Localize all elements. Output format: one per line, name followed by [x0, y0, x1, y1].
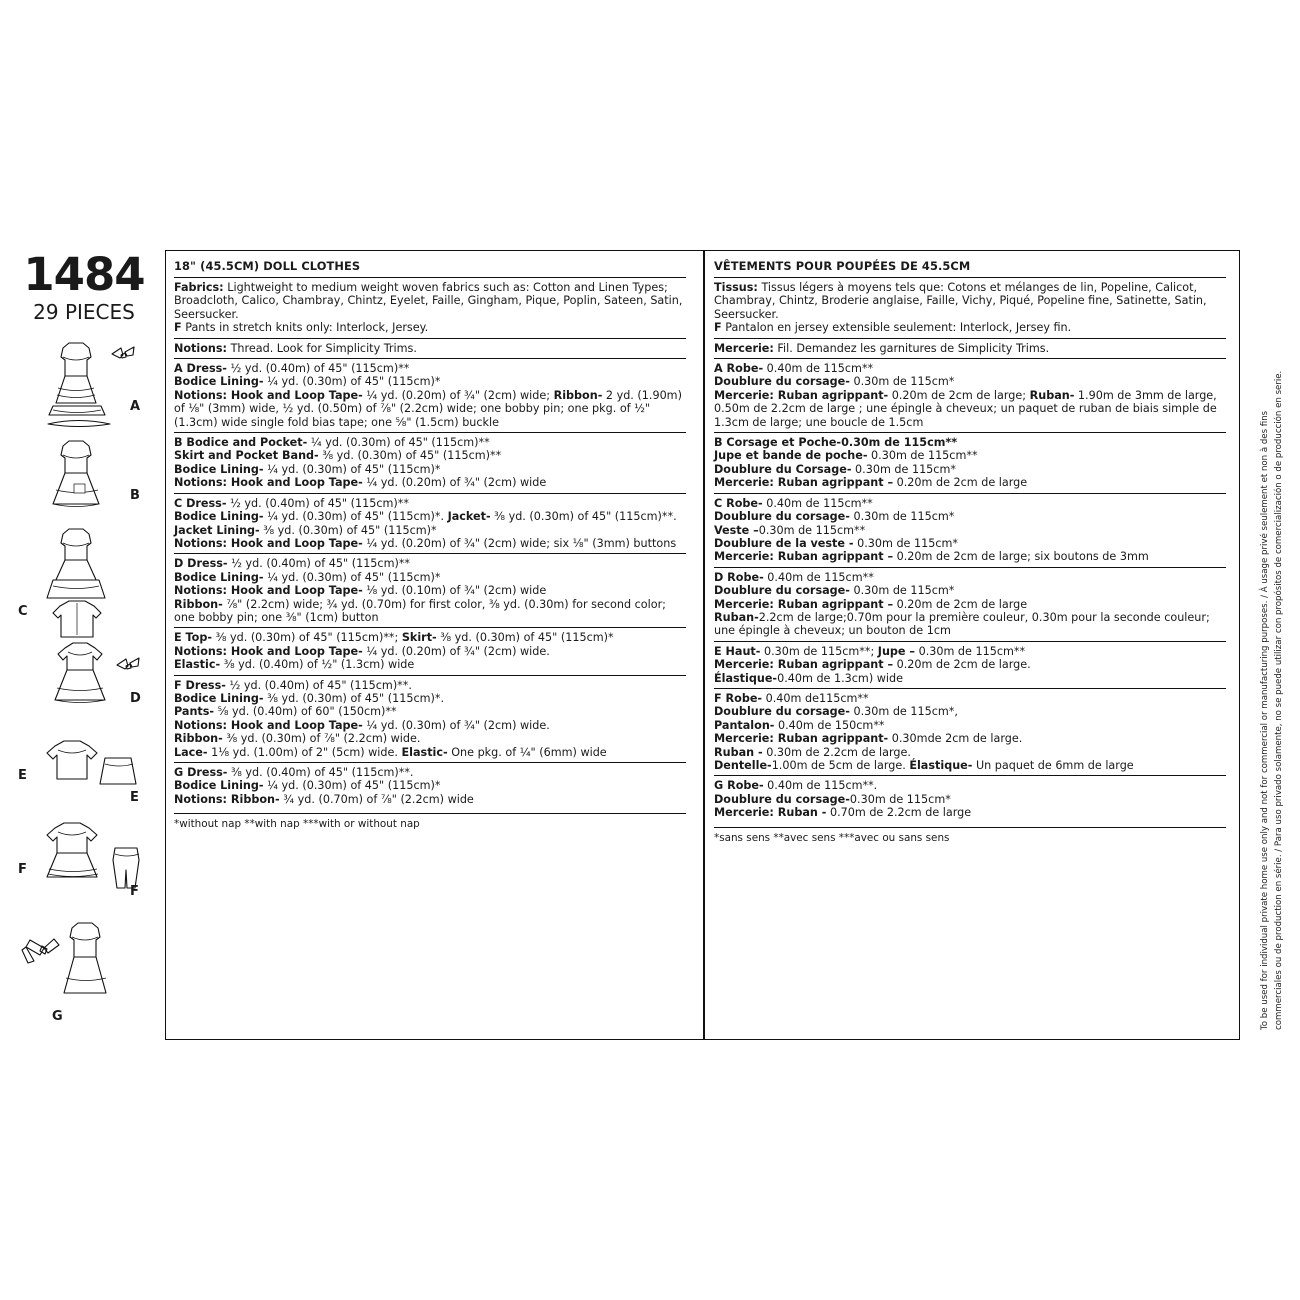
- view-illustration-e: [8, 728, 160, 820]
- view-b-line1-label: Bodice Lining-: [174, 462, 264, 476]
- fr-view-a-line1-label: Mercerie: Ruban agrippant-: [714, 388, 889, 402]
- view-illustration-a: [8, 336, 160, 441]
- fr-view-g-line0-text: 0.30m de 115cm*: [849, 792, 951, 806]
- fr-view-a-line1-text: 0.20m de 2cm de large;: [888, 388, 1030, 402]
- french-view-f: [714, 689, 1226, 776]
- english-footnote: *without nap **with nap ***with or without nap: [174, 818, 420, 831]
- view-illustration-d: [8, 636, 160, 736]
- view-e-line2-label: Elastic-: [174, 658, 221, 672]
- fr-view-b-line2-label: Mercerie: Ruban agrippant –: [714, 476, 894, 490]
- view-f-line3-text: ⅜ yd. (0.30m) of ⅞" (2.2cm) wide.: [222, 732, 421, 746]
- mercerie-text: Fil. Demandez les garnitures de Simplicity Trims.: [773, 341, 1050, 355]
- view-c-line1-label: Jacket-: [447, 510, 491, 524]
- view-illustration-f: [8, 814, 160, 919]
- view-c-line2-text: ⅜ yd. (0.30m) of 45" (115cm)*: [259, 523, 437, 537]
- view-e-line2-text: ⅜ yd. (0.40m) of ½" (1.3cm) wide: [220, 658, 415, 672]
- fr-view-b-line2-text: 0.20m de 2cm de large: [893, 476, 1028, 490]
- view-g-line1-text: ¾ yd. (0.70m) of ⅞" (2.2cm) wide: [279, 792, 474, 806]
- fr-view-f-line0-text: 0.30m de 115cm*,: [849, 705, 958, 719]
- view-e-line0-text: ⅜ yd. (0.30m) of 45" (115cm)*: [436, 631, 614, 645]
- fr-view-b-line0-label: Jupe et bande de poche-: [714, 449, 868, 463]
- fr-view-c-line2-text: 0.30m de 115cm*: [853, 536, 958, 550]
- fr-view-f-line1-text: 0.40m de 150cm**: [774, 718, 885, 732]
- english-view-f: [174, 676, 686, 763]
- view-c-line3-label: Notions: Hook and Loop Tape-: [174, 536, 363, 550]
- english-view-c: [174, 494, 686, 555]
- view-d-body: ½ yd. (0.40m) of 45" (115cm)**: [227, 557, 411, 571]
- dress-a-figure: [8, 336, 160, 441]
- fr-view-f-line0-label: Doublure du corsage-: [714, 705, 850, 719]
- view-f-line4-text: 1⅛ yd. (1.00m) of 2" (5cm) wide.: [207, 745, 402, 759]
- fr-view-a-line2-text: 1.90m de 3mm de large, 0.50m de 2.2cm de large ; une épingle à cheveux; un paquet de ruban de biais simple de 1.3cm de large; une boucle de 1.5cm: [714, 388, 1217, 429]
- fr-view-c-title: C Robe-: [714, 496, 763, 510]
- fr-view-e-line0-label: Jupe –: [877, 644, 916, 658]
- fr-view-d-line2-text: 2.2cm de large;0.70m pour la première couleur, 0.30m pour la seconde couleur; une épingle à cheveux; un bouton de 1cm: [714, 610, 1210, 638]
- view-c-line0-label: Bodice Lining-: [174, 510, 264, 524]
- english-view-g: [174, 763, 686, 809]
- view-illustration-b: [8, 436, 160, 531]
- french-view-b: [714, 433, 1226, 494]
- dress-c-figure: [8, 526, 160, 641]
- fr-view-f-line3-text: 0.30m de 2.2cm de large.: [762, 745, 911, 759]
- fr-view-f-line3-label: Ruban -: [714, 745, 763, 759]
- fr-view-f-body: 0.40m de115cm**: [762, 691, 869, 705]
- french-view-g: [714, 776, 1226, 822]
- fr-view-d-line1-text: 0.20m de 2cm de large: [893, 597, 1028, 611]
- view-f-title: F Dress-: [174, 678, 226, 692]
- legal-line-2: commerciales ou de production en série. / Para uso privado solamente, no se puede utilizar con propósitos de comercialización o de producción en serie.: [1274, 370, 1284, 1030]
- view-a-line1-text: ¼ yd. (0.20m) of ¾" (2cm) wide;: [362, 388, 554, 402]
- view-f-line5-text: One pkg. of ¼" (6mm) wide: [447, 745, 607, 759]
- view-a-line1-label: Notions: Hook and Loop Tape-: [174, 388, 363, 402]
- french-view-d: [714, 568, 1226, 642]
- fr-view-d-line0-label: Doublure du corsage-: [714, 584, 850, 598]
- french-column: [706, 251, 1234, 1041]
- view-b-line2-text: ¼ yd. (0.20m) of ¾" (2cm) wide: [362, 476, 547, 490]
- fr-view-b-line1-text: 0.30m de 115cm*: [851, 462, 956, 476]
- view-c-line1-text: ⅜ yd. (0.30m) of 45" (115cm)**.: [490, 510, 677, 524]
- french-fabrics: [714, 278, 1226, 339]
- fr-view-c-line3-text: 0.20m de 2cm de large; six boutons de 3mm: [893, 550, 1149, 564]
- fr-view-f-line4-label: Dentelle-: [714, 759, 772, 772]
- fr-view-b-title: B Corsage et Poche-: [714, 436, 842, 450]
- french-view-a: [714, 359, 1226, 433]
- view-d-line2-text: ⅞" (2.2cm) wide; ¾ yd. (0.70m) for first color, ⅜ yd. (0.30m) for second color; one bobby pin; one ⅜" (1cm) button: [174, 597, 666, 624]
- fr-view-e-line1-text: 0.20m de 2cm de large.: [893, 658, 1031, 672]
- dress-and-pants-f-figure: [8, 814, 160, 919]
- fr-view-b-body: 0.30m de 115cm**: [841, 436, 958, 450]
- fr-view-a-line0-text: 0.30m de 115cm*: [849, 375, 955, 389]
- view-c-line3-text: ¼ yd. (0.20m) of ¾" (2cm) wide; six ⅛" (3mm) buttons: [362, 536, 677, 550]
- view-letter-b: B: [130, 488, 140, 503]
- fr-view-d-line0-text: 0.30m de 115cm*: [849, 584, 955, 598]
- view-f-line4-label: Lace-: [174, 745, 208, 759]
- fr-view-e-title: E Haut-: [714, 644, 761, 658]
- dress-b-figure: [8, 436, 160, 531]
- fr-view-b-line1-label: Doublure du Corsage-: [714, 462, 852, 476]
- view-letter-c: C: [18, 604, 28, 619]
- fr-view-e-line2-text: 0.40m de 1.3cm) wide: [777, 671, 903, 685]
- column-divider: [703, 251, 705, 1039]
- fabrics-f-text: Pants in stretch knits only: Interlock, Jersey.: [181, 321, 429, 335]
- fr-view-c-line2-label: Doublure de la veste -: [714, 536, 854, 550]
- english-column: [166, 251, 694, 1041]
- fr-view-d-line2-label: Ruban-: [714, 610, 759, 624]
- view-d-line1-label: Notions: Hook and Loop Tape-: [174, 584, 363, 598]
- fr-view-f-line4-text: 1.00m de 5cm de large.: [771, 759, 910, 772]
- view-f-line2-label: Notions: Hook and Loop Tape-: [174, 718, 363, 732]
- view-letter-e: E: [18, 768, 27, 783]
- view-d-line1-text: ⅛ yd. (0.10m) of ¾" (2cm) wide: [362, 584, 547, 598]
- tissus-f-text: Pantalon en jersey extensible seulement: Interlock, Jersey fin.: [721, 321, 1072, 335]
- fr-view-g-title: G Robe-: [714, 779, 764, 793]
- fabrics-f-label: F: [174, 321, 182, 335]
- view-e-line1-label: Notions: Hook and Loop Tape-: [174, 644, 363, 658]
- view-f-line1-label: Pants-: [174, 705, 215, 719]
- english-view-d: [174, 554, 686, 628]
- view-e-body: ⅜ yd. (0.30m) of 45" (115cm)**;: [212, 631, 402, 645]
- pattern-envelope-back: [0, 240, 1300, 1050]
- french-view-e: [714, 642, 1226, 689]
- fr-view-f-line2-text: 0.30mde 2cm de large.: [888, 732, 1023, 746]
- english-notions: [174, 339, 686, 359]
- view-letter-a: A: [130, 399, 141, 414]
- fr-view-a-line2-label: Ruban-: [1029, 388, 1075, 402]
- view-a-line2-text: 2 yd. (1.90m) of ⅛" (3mm) wide, ½ yd. (0.50m) of ⅞" (2.2cm) wide; one bobby pin; one pkg. of ½" (1.3cm) wide single fold bias tape; one ⅝" (1.5cm) buckle: [174, 388, 682, 429]
- fr-view-f-line5-text: Un paquet de 6mm de large: [972, 759, 1134, 772]
- view-b-line1-text: ¼ yd. (0.30m) of 45" (115cm)*: [263, 462, 441, 476]
- notions-text: Thread. Look for Simplicity Trims.: [227, 341, 417, 355]
- english-view-e: [174, 628, 686, 675]
- view-g-line0-label: Bodice Lining-: [174, 779, 264, 793]
- fr-view-f-line5-label: Élastique-: [909, 759, 973, 772]
- tissus-label: Tissus:: [714, 281, 758, 294]
- view-d-line2-label: Ribbon-: [174, 597, 223, 611]
- legal-notice: [1248, 240, 1292, 1050]
- pattern-number-column: [8, 240, 160, 1050]
- fr-view-g-body: 0.40m de 115cm**.: [763, 779, 878, 793]
- view-c-line0-text: ¼ yd. (0.30m) of 45" (115cm)*.: [263, 510, 448, 524]
- fr-view-c-line3-label: Mercerie: Ruban agrippant –: [714, 550, 894, 564]
- fr-view-c-line0-text: 0.30m de 115cm*: [849, 510, 955, 524]
- view-f-line0-label: Bodice Lining-: [174, 691, 264, 705]
- dress-d-figure: [8, 636, 160, 736]
- view-b-title: B Bodice and Pocket-: [174, 436, 308, 450]
- view-e-line1-text: ¼ yd. (0.20m) of ¾" (2cm) wide.: [362, 644, 550, 658]
- fabrics-text: Lightweight to medium weight woven fabrics such as: Cotton and Linen Types; Broadcloth, Calico, Chambray, Chintz, Eyelet, Faille, Gingham, Pique, Poplin, Sateen, Satin, Seersucker.: [174, 281, 683, 321]
- french-view-c: [714, 494, 1226, 568]
- view-f-line5-label: Elastic-: [401, 745, 448, 759]
- english-view-a: [174, 359, 686, 433]
- view-letter-e2: E: [130, 790, 139, 805]
- pieces-count: 29 PIECES: [33, 300, 135, 324]
- french-footnote: *sans sens **avec sens ***avec ou sans sens: [714, 831, 950, 844]
- view-a-line0-text: ¼ yd. (0.30m) of 45" (115cm)*: [263, 375, 441, 389]
- mercerie-label: Mercerie:: [714, 341, 774, 355]
- fr-view-f-line1-label: Pantalon-: [714, 718, 775, 732]
- fr-view-f-line2-label: Mercerie: Ruban agrippant-: [714, 732, 889, 746]
- view-letter-d: D: [130, 691, 141, 706]
- view-a-line0-label: Bodice Lining-: [174, 375, 264, 389]
- view-d-line0-label: Bodice Lining-: [174, 570, 264, 584]
- fabrics-label: Fabrics:: [174, 281, 224, 294]
- fr-view-a-title: A Robe-: [714, 362, 764, 376]
- fr-view-a-body: 0.40m de 115cm**: [763, 362, 874, 376]
- fr-view-d-body: 0.40m de 115cm**: [763, 570, 874, 584]
- view-letter-g: G: [52, 1009, 63, 1024]
- view-f-line1-text: ⅝ yd. (0.40m) of 60" (150cm)**: [214, 705, 397, 719]
- fr-view-e-line1-label: Mercerie: Ruban agrippant –: [714, 658, 894, 672]
- view-g-line1-label: Notions: Ribbon-: [174, 792, 280, 806]
- view-e-line0-label: Skirt-: [401, 631, 437, 645]
- english-fabrics: [174, 278, 686, 339]
- view-f-line3-label: Ribbon-: [174, 732, 223, 746]
- fr-view-b-line0-text: 0.30m de 115cm**: [867, 449, 978, 463]
- fr-view-g-line1-text: 0.70m de 2.2cm de large: [826, 806, 972, 820]
- view-g-body: ⅜ yd. (0.40m) of 45" (115cm)**.: [227, 766, 414, 779]
- notions-label: Notions:: [174, 341, 228, 355]
- fr-view-f-title: F Robe-: [714, 691, 763, 705]
- english-heading: 18" (45.5CM) DOLL CLOTHES: [174, 257, 686, 278]
- french-notions: [714, 339, 1226, 359]
- fr-view-c-line1-label: Veste –: [714, 523, 759, 537]
- notions-and-fabrics-panel: [165, 250, 1240, 1040]
- view-a-title: A Dress-: [174, 362, 227, 376]
- fr-view-d-title: D Robe-: [714, 570, 764, 584]
- view-d-line0-text: ¼ yd. (0.30m) of 45" (115cm)*: [263, 570, 441, 584]
- view-a-line2-label: Ribbon-: [553, 388, 603, 402]
- tissus-f-label: F: [714, 321, 722, 335]
- french-heading: VÊTEMENTS POUR POUPÉES DE 45.5CM: [714, 257, 1226, 278]
- view-b-body: ¼ yd. (0.30m) of 45" (115cm)**: [307, 436, 490, 450]
- dress-g-figure: [8, 916, 160, 1026]
- fr-view-d-line1-label: Mercerie: Ruban agrippant –: [714, 597, 894, 611]
- view-g-line0-text: ¼ yd. (0.30m) of 45" (115cm)*: [263, 779, 441, 793]
- view-letter-f: F: [18, 862, 27, 877]
- fr-view-c-body: 0.40m de 115cm**: [762, 496, 873, 510]
- legal-line-1: To be used for individual private home use only and not for commercial or manufacturing purposes. / À usage privé seulement et non à des fins: [1260, 410, 1270, 1030]
- view-c-body: ½ yd. (0.40m) of 45" (115cm)**: [226, 496, 409, 510]
- fr-view-e-line0-text: 0.30m de 115cm**: [915, 644, 1026, 658]
- view-f-line0-text: ⅜ yd. (0.30m) of 45" (115cm)*.: [263, 691, 445, 705]
- fr-view-e-body: 0.30m de 115cm**;: [760, 644, 878, 658]
- view-e-title: E Top-: [174, 631, 213, 645]
- view-illustration-c: [8, 526, 160, 641]
- fr-view-g-line1-label: Mercerie: Ruban -: [714, 806, 827, 820]
- fr-view-a-line0-label: Doublure du corsage-: [714, 375, 850, 389]
- pattern-number: 1484: [23, 248, 145, 301]
- fr-view-c-line0-label: Doublure du corsage-: [714, 510, 850, 524]
- view-f-body: ½ yd. (0.40m) of 45" (115cm)**.: [225, 678, 412, 692]
- tissus-text: Tissus légers à moyens tels que: Cotons et mélanges de lin, Popeline, Calicot, Chambray, Chintz, Broderie anglaise, Faille, Vichy, Piqué, Popeline fine, Satinette, Satin, Seersucker.: [714, 281, 1207, 321]
- view-g-title: G Dress-: [174, 766, 228, 779]
- english-view-b: [174, 433, 686, 494]
- view-illustrations: [8, 336, 160, 1036]
- view-b-line0-label: Skirt and Pocket Band-: [174, 449, 319, 463]
- fr-view-c-line1-text: 0.30m de 115cm**: [758, 523, 866, 537]
- view-c-line2-label: Jacket Lining-: [174, 523, 260, 537]
- view-illustration-g: [8, 916, 160, 1026]
- view-f-line2-text: ¼ yd. (0.30m) of ¾" (2cm) wide.: [362, 718, 550, 732]
- fr-view-g-line0-label: Doublure du corsage-: [714, 792, 850, 806]
- view-b-line0-text: ⅜ yd. (0.30m) of 45" (115cm)**: [318, 449, 502, 463]
- view-letter-f2: F: [130, 884, 139, 899]
- fr-view-e-line2-label: Élastique-: [714, 671, 778, 685]
- view-a-body: ½ yd. (0.40m) of 45" (115cm)**: [226, 362, 410, 376]
- view-c-title: C Dress-: [174, 496, 227, 510]
- view-b-line2-label: Notions: Hook and Loop Tape-: [174, 476, 363, 490]
- top-and-skirt-e-figure: [8, 728, 160, 820]
- view-d-title: D Dress-: [174, 557, 228, 571]
